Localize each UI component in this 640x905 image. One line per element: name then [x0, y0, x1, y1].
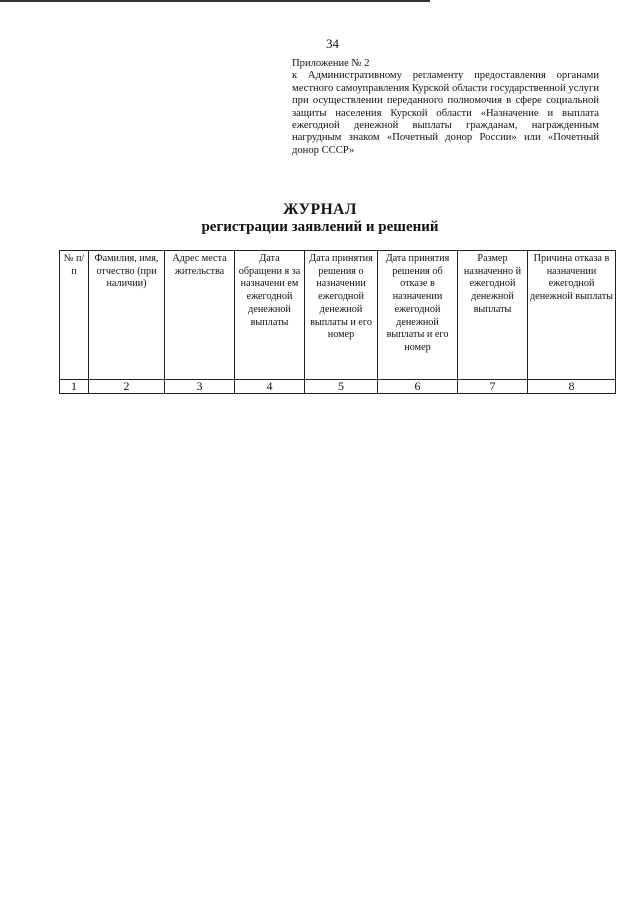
column-number: 3 — [165, 380, 235, 394]
column-number: 8 — [528, 380, 616, 394]
page-number: 34 — [326, 36, 339, 51]
column-header: Размер назначенно й ежегодной денежной выплаты — [458, 251, 528, 380]
column-number: 5 — [305, 380, 378, 394]
column-header: Адрес места жительства — [165, 251, 235, 380]
column-number: 1 — [60, 380, 89, 394]
journal-subtitle: регистрации заявлений и решений — [201, 219, 439, 235]
column-number: 6 — [378, 380, 458, 394]
journal-title: ЖУРНАЛ — [283, 201, 357, 218]
appendix-title: Приложение № 2 — [292, 58, 370, 69]
table-number-row — [60, 380, 616, 394]
column-number: 7 — [458, 380, 528, 394]
column-header: № п/п — [60, 251, 89, 380]
column-header: Причина отказа в назначении ежегодной денежной выплаты — [528, 251, 616, 380]
appendix-block — [292, 58, 599, 157]
column-header: Дата принятия решения о назначении ежегодной денежной выплаты и его номер — [305, 251, 378, 380]
column-header: Дата обращени я за назначени ем ежегодной денежной выплаты — [235, 251, 305, 380]
column-number: 4 — [235, 380, 305, 394]
column-number: 2 — [89, 380, 165, 394]
column-header: Фамилия, имя, отчество (при наличии) — [89, 251, 165, 380]
top-rule — [0, 0, 430, 2]
appendix-text: к Административному регламенту предоставления органами местного самоуправления Курской области государственной услуги при осуществлении переданного полномочия в сфере социальной защиты населения Курской области «Назначение и выплата ежегодной денежной выплаты гражданам, награжденным нагрудным знаком «Почетный донор России» или «Почетный донор СССР» — [292, 70, 599, 156]
table-header-row — [60, 251, 616, 380]
column-header: Дата принятия решения об отказе в назначении ежегодной денежной выплаты и его номер — [378, 251, 458, 380]
journal-table — [59, 250, 616, 394]
